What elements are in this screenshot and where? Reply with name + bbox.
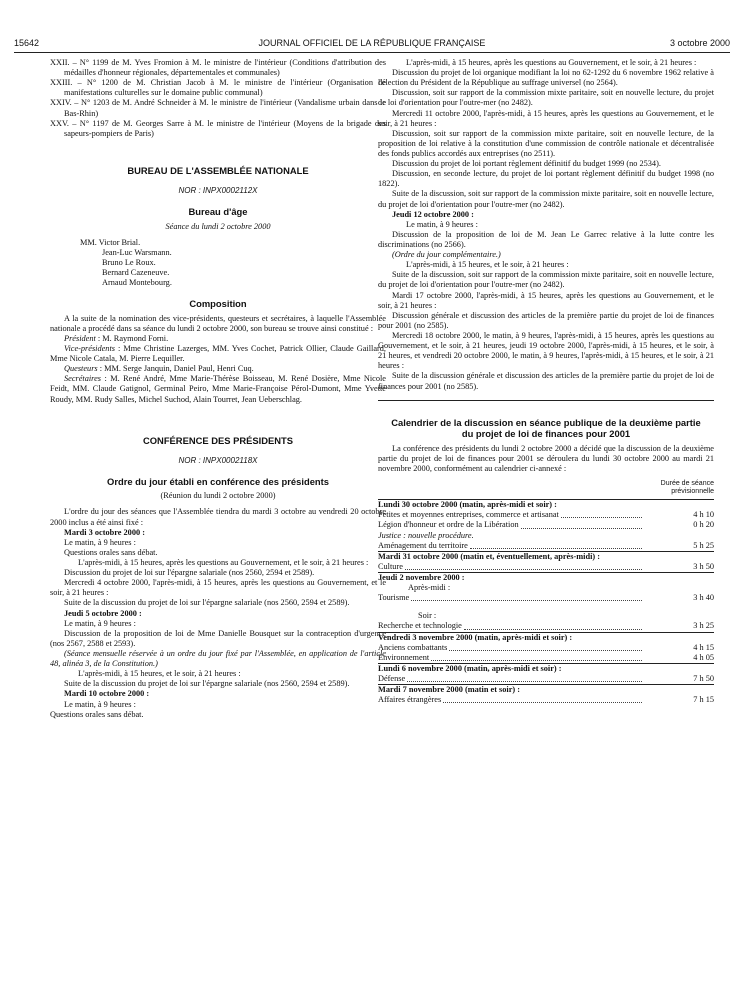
table-row: Tourisme 3 h 40 xyxy=(378,593,714,603)
conference-heading: CONFÉRENCE DES PRÉSIDENTS xyxy=(142,434,294,446)
table-row: Environnement 4 h 05 xyxy=(378,652,714,662)
day-heading: Mercredi 11 octobre 2000, l'après-midi, à 15 heures, après les questions au Gouvernement, et le soir, à 21 heures : xyxy=(378,108,714,128)
calendrier-table xyxy=(378,499,714,705)
table-row: Lundi 6 novembre 2000 (matin, après-midi et soir) : xyxy=(378,663,714,674)
table-row: Aménagement du territoire 5 h 25 xyxy=(378,540,714,550)
agenda-item: Discussion de la proposition de loi de Mme Danielle Bousquet sur la contraception d'urgence (nos 2567, 2588 et 2593). xyxy=(50,628,386,648)
agenda-item: Suite de la discussion générale et discussion des articles de la première partie du projet de loi de finances pour 2001 (no 2585). xyxy=(378,371,714,391)
day-heading: Mercredi 18 octobre 2000, le matin, à 9 heures, l'après-midi, à 15 heures, après les questions au Gouvernement, et le soir, à 21 heures, jeudi 19 octobre 2000, l'après-midi, à 15 heures, et le soir, à 21 heures, et vendredi 20 octobre 2000, le matin, à 9 heures, l'après-midi, à 15 heures, et le soir, à 21 heures : xyxy=(378,330,714,371)
question-item: XXV. – N° 1197 de M. Georges Sarre à M. le ministre de l'intérieur (Moyens de la brigade des sapeurs-pompiers de Paris) xyxy=(50,118,386,138)
reunion-date: (Réunion du lundi 2 octobre 2000) xyxy=(160,491,276,501)
agenda-item: Discussion, soit sur rapport de la commission mixte paritaire, soit en nouvelle lecture, du projet de loi d'orientation pour l'outre-mer (no 2482). xyxy=(378,88,714,108)
table-row: Jeudi 2 novembre 2000 : xyxy=(378,573,714,584)
agenda-item: Discussion, en seconde lecture, du projet de loi portant règlement définitif du budget 1998 (no 1822). xyxy=(378,169,714,189)
agenda-item: Suite de la discussion du projet de loi sur l'épargne salariale (nos 2560, 2594 et 2589). xyxy=(64,598,350,608)
member-name: Arnaud Montebourg. xyxy=(102,278,172,288)
agenda-item: Discussion du projet de loi portant règlement définitif du budget 1999 (no 2534). xyxy=(392,159,661,169)
day-heading: Mardi 3 octobre 2000 : xyxy=(64,527,145,537)
question-item: XXIII. – N° 1200 de M. Christian Jacob à M. le ministre de l'intérieur (Organisation de manifestations culturelles sur le domaine public communal) xyxy=(50,78,386,98)
right-column xyxy=(378,58,714,705)
table-row: Mardi 31 octobre 2000 (matin et, éventuellement, après-midi) : xyxy=(378,551,714,562)
question-item: XXIV. – N° 1203 de M. André Schneider à M. le ministre de l'intérieur (Vandalisme urbain dans le Bas-Rhin) xyxy=(50,98,386,118)
table-row: Après-midi : xyxy=(408,583,451,593)
table-row: Recherche et technologie 3 h 25 xyxy=(378,621,714,631)
agenda-item: Discussion générale et discussion des articles de la première partie du projet de loi de finances pour 2001 (no 2585). xyxy=(378,310,714,330)
agenda-item: Discussion du projet de loi sur l'épargne salariale (nos 2560, 2594 et 2589). xyxy=(64,568,315,578)
table-row: Légion d'honneur et ordre de la Libération 0 h 20 xyxy=(378,520,714,530)
table-row: Vendredi 3 novembre 2000 (matin, après-midi et soir) : xyxy=(378,632,714,643)
composition-text: A la suite de la nomination des vice-présidents, questeurs et secrétaires, à laquelle l'Assemblée nationale a procédé dans sa séance du lundi 2 octobre 2000, son bureau se trouve ainsi constitué : xyxy=(50,313,386,333)
secretaires-line: Secrétaires : M. René André, Mme Marie-Thérèse Boisseau, M. René Dosière, Mme Nicole Feidt, MM. Claude Gatignol, Germinal Peiro, Mme Marie-Françoise Pérol-Dumont, Mme Yvette Roudy, MM. Rudy Salles, Michel Suchod, Alain Tourret, Jean Ueberschlag. xyxy=(50,374,386,404)
publication-date: 3 octobre 2000 xyxy=(669,38,730,48)
calendrier-heading: Calendrier de la discussion en séance publique de la deuxième partie du projet de loi de finances pour 2001 xyxy=(391,416,701,440)
table-row: Justice : nouvelle procédure. xyxy=(378,530,474,540)
bureau-age-heading: Bureau d'âge xyxy=(188,206,248,218)
time-slot: L'après-midi, à 15 heures, et le soir, à 21 heures : xyxy=(406,260,569,270)
agenda-item: Questions orales sans débat. xyxy=(50,709,144,719)
ordre-intro: L'ordre du jour des séances que l'Assemblée tiendra du mardi 3 octobre au vendredi 20 octobre 2000 inclus a été ainsi fixé : xyxy=(50,507,386,527)
member-name: Bruno Le Roux. xyxy=(102,257,156,267)
composition-heading: Composition xyxy=(189,298,247,310)
questeurs-line: Questeurs : MM. Serge Janquin, Daniel Paul, Henri Cuq. xyxy=(64,364,254,374)
journal-title: JOURNAL OFFICIEL DE LA RÉPUBLIQUE FRANÇAISE xyxy=(258,38,486,48)
table-row: Lundi 30 octobre 2000 (matin, après-midi et soir) : xyxy=(378,500,714,511)
day-heading: Mardi 10 octobre 2000 : xyxy=(64,689,150,699)
ordre-du-jour-heading: Ordre du jour établi en conférence des présidents xyxy=(107,475,329,487)
president-line: Président : M. Raymond Forni. xyxy=(64,333,169,343)
agenda-item: Suite de la discussion, soit sur rapport de la commission mixte paritaire, soit en nouvelle lecture, du projet de loi d'orientation pour l'outre-mer (no 2482). xyxy=(378,270,714,290)
member-name: Bernard Cazeneuve. xyxy=(102,268,170,277)
table-row: Défense 7 h 50 xyxy=(378,674,714,683)
page-header xyxy=(14,38,730,53)
section-divider xyxy=(378,400,714,401)
bureau-heading: BUREAU DE L'ASSEMBLÉE NATIONALE xyxy=(127,164,309,176)
time-slot: L'après-midi, à 15 heures, après les questions au Gouvernement, et le soir, à 21 heures : xyxy=(78,558,369,568)
question-item: XXII. – N° 1199 de M. Yves Fromion à M. le ministre de l'intérieur (Conditions d'attribution des médailles d'honneur régionales, départementales et communales) xyxy=(50,58,386,78)
time-slot: L'après-midi, à 15 heures, et le soir, à 21 heures : xyxy=(78,669,241,679)
table-row: Anciens combattants 4 h 15 xyxy=(378,642,714,652)
table-row: Culture 3 h 50 xyxy=(378,561,714,571)
day-heading: Jeudi 5 octobre 2000 : xyxy=(64,608,142,618)
member-name: MM. Victor Brial. xyxy=(80,237,141,247)
agenda-item: Discussion du projet de loi organique modifiant la loi no 62-1292 du 6 novembre 1962 relative à l'élection du Président de la République au suffrage universel (no 2564). xyxy=(378,68,714,88)
vice-presidents-line: Vice-présidents : Mme Christine Lazerges, MM. Yves Cochet, Patrick Ollier, Claude Gaillard, Mme Nicole Catala, M. Pierre Lequiller. xyxy=(50,344,386,364)
bureau-age-members xyxy=(50,238,386,289)
bureau-nor: NOR : INPX0002112X xyxy=(178,186,258,196)
day-heading: Jeudi 12 octobre 2000 : xyxy=(392,209,474,219)
agenda-note: (Séance mensuelle réservée à un ordre du jour fixé par l'Assemblée, en application de l'article 48, alinéa 3, de la Constitution.) xyxy=(50,649,386,669)
duree-column-header: Durée de séance prévisionnelle xyxy=(660,479,714,495)
seance-date: Séance du lundi 2 octobre 2000 xyxy=(165,221,271,231)
agenda-item: Discussion de la proposition de loi de M. Jean Le Garrec relative à la lutte contre les discriminations (no 2566). xyxy=(378,229,714,249)
agenda-note: (Ordre du jour complémentaire.) xyxy=(392,250,501,260)
left-column xyxy=(50,58,386,720)
agenda-item: Discussion, soit sur rapport de la commission mixte paritaire, soit en nouvelle lecture, de la proposition de loi relative à la constitution d'une commission de contrôle nationale et décentralisée des fonds publics accordés aux entreprises (no 2511). xyxy=(378,128,714,158)
agenda-item: Questions orales sans débat. xyxy=(64,547,158,557)
day-heading: Mardi 17 octobre 2000, l'après-midi, à 15 heures, après les questions au Gouvernement, et le soir, à 21 heures : xyxy=(378,290,714,310)
member-name: Jean-Luc Warsmann. xyxy=(102,247,172,257)
time-slot: Le matin, à 9 heures : xyxy=(406,219,478,229)
table-row: Mardi 7 novembre 2000 (matin et soir) : xyxy=(378,685,714,696)
table-row: Soir : xyxy=(418,611,437,621)
day-heading: Mercredi 4 octobre 2000, l'après-midi, à 15 heures, après les questions au Gouvernement, et le soir, à 21 heures : xyxy=(50,578,386,598)
conference-nor: NOR : INPX0002118X xyxy=(178,456,258,466)
table-row: Affaires étrangères 7 h 15 xyxy=(378,695,714,705)
calendrier-intro: La conférence des présidents du lundi 2 octobre 2000 a décidé que la discussion de la deuxième partie du projet de loi de finances pour 2001 se déroulera du lundi 30 octobre 2000 au mardi 21 novembre 2000, conformément au calendrier ci-annexé : xyxy=(378,443,714,473)
agenda-item: Suite de la discussion, soit sur rapport de la commission mixte paritaire, soit en nouvelle lecture, du projet de loi d'orientation pour l'outre-mer (no 2482). xyxy=(378,189,714,209)
time-slot: Le matin, à 9 heures : xyxy=(64,618,136,628)
time-slot: L'après-midi, à 15 heures, après les questions au Gouvernement, et le soir, à 21 heures : xyxy=(406,58,697,67)
page-number: 15642 xyxy=(14,38,40,48)
agenda-item: Suite de la discussion du projet de loi sur l'épargne salariale (nos 2560, 2594 et 2589). xyxy=(64,679,350,689)
time-slot: Le matin, à 9 heures : xyxy=(64,537,136,547)
table-row: Petites et moyennes entreprises, commerce et artisanat 4 h 10 xyxy=(378,510,714,520)
time-slot: Le matin, à 9 heures : xyxy=(64,699,136,709)
